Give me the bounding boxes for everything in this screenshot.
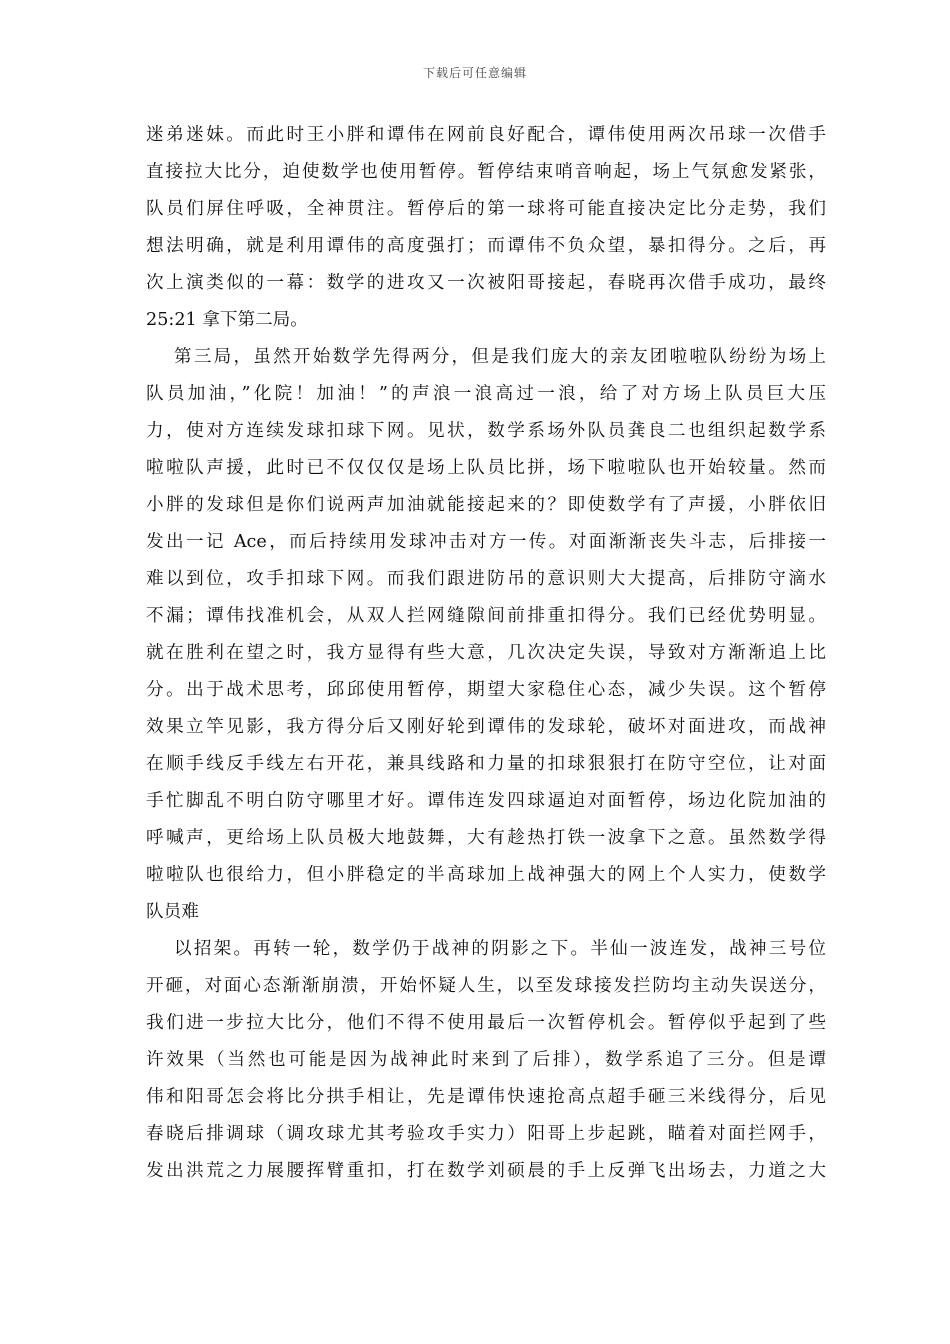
text-line: 呼喊声，更给场上队员极大地鼓舞，大有趁热打铁一波拿下之意。虽然数学得 bbox=[146, 828, 826, 848]
text-line: 许效果（当然也可能是因为战神此时来到了后排），数学系追了三分。但是谭 bbox=[146, 1050, 826, 1070]
text-line: 直接拉大比分，迫使数学也使用暂停。暂停结束哨音响起，场上气氛愈发紧张， bbox=[146, 162, 826, 182]
text-line: 迷弟迷妹。而此时王小胖和谭伟在网前良好配合，谭伟使用两次吊球一次借手 bbox=[146, 125, 826, 145]
text-line: 就在胜利在望之时，我方显得有些大意，几次决定失误，导致对方渐渐追上比 bbox=[146, 643, 826, 663]
text-line: 想法明确，就是利用谭伟的高度强打；而谭伟不负众望，暴扣得分。之后，再 bbox=[146, 236, 826, 256]
text-line: 次上演类似的一幕：数学的进攻又一次被阳哥接起，春晓再次借手成功，最终 bbox=[146, 273, 826, 293]
text-line: 难以到位，攻手扣球下网。而我们跟进防吊的意识则大大提高，后排防守滴水 bbox=[146, 569, 826, 589]
text-line: 队员难 bbox=[146, 902, 199, 922]
text-line: 分。出于战术思考，邱邱使用暂停，期望大家稳住心态，减少失误。这个暂停 bbox=[146, 680, 826, 700]
text-line: 不漏；谭伟找准机会，从双人拦网缝隙间前排重扣得分。我们已经优势明显。 bbox=[146, 606, 826, 626]
text-line: 在顺手线反手线左右开花，兼具线路和力量的扣球狠狠打在防守空位，让对面 bbox=[146, 754, 826, 774]
text-line: 25:21 拿下第二局。 bbox=[146, 310, 308, 330]
text-line: 开砸，对面心态渐渐崩溃，开始怀疑人生，以至发球接发拦防均主动失误送分， bbox=[146, 976, 826, 996]
text-line: 效果立竿见影，我方得分后又刚好轮到谭伟的发球轮，破坏对面进攻，而战神 bbox=[146, 717, 826, 737]
text-line: 手忙脚乱不明白防守哪里才好。谭伟连发四球逼迫对面暂停，场边化院加油的 bbox=[146, 791, 826, 811]
text-line: 队员们屏住呼吸，全神贯注。暂停后的第一球将可能直接决定比分走势，我们 bbox=[146, 199, 826, 219]
text-line: 伟和阳哥怎会将比分拱手相让，先是谭伟快速抢高点超手砸三米线得分，后见 bbox=[146, 1087, 826, 1107]
text-line: 春晓后排调球（调攻球尤其考验攻手实力）阳哥上步起跳，瞄着对面拦网手， bbox=[146, 1124, 826, 1144]
text-line: 第三局，虽然开始数学先得两分，但是我们庞大的亲友团啦啦队纷纷为场上 bbox=[174, 347, 826, 367]
document-body bbox=[146, 117, 826, 1190]
text-line: 啦啦队声援，此时已不仅仅仅是场上队员比拼，场下啦啦队也开始较量。然而 bbox=[146, 458, 826, 478]
text-line: 小胖的发球但是你们说两声加油就能接起来的？即使数学有了声援，小胖依旧 bbox=[146, 495, 826, 515]
text-line: 以招架。再转一轮，数学仍于战神的阴影之下。半仙一波连发，战神三号位 bbox=[174, 939, 826, 959]
text-line: 发出一记 Ace，而后持续用发球冲击对方一传。对面渐渐丧失斗志，后排接一 bbox=[146, 532, 826, 552]
text-line: 力，使对方连续发球扣球下网。见状，数学系场外队员龚良二也组织起数学系 bbox=[146, 421, 826, 441]
page-header-note: 下载后可任意编辑 bbox=[422, 66, 527, 80]
text-line: 我们进一步拉大比分，他们不得不使用最后一次暂停机会。暂停似乎起到了些 bbox=[146, 1013, 826, 1033]
text-line: 发出洪荒之力展腰挥臂重扣，打在数学刘硕晨的手上反弹飞出场去，力道之大 bbox=[146, 1161, 826, 1181]
text-line: 队员加油，”化院！加油！”的声浪一浪高过一浪，给了对方场上队员巨大压 bbox=[146, 384, 826, 404]
text-line: 啦啦队也很给力，但小胖稳定的半高球加上战神强大的网上个人实力，使数学 bbox=[146, 865, 826, 885]
